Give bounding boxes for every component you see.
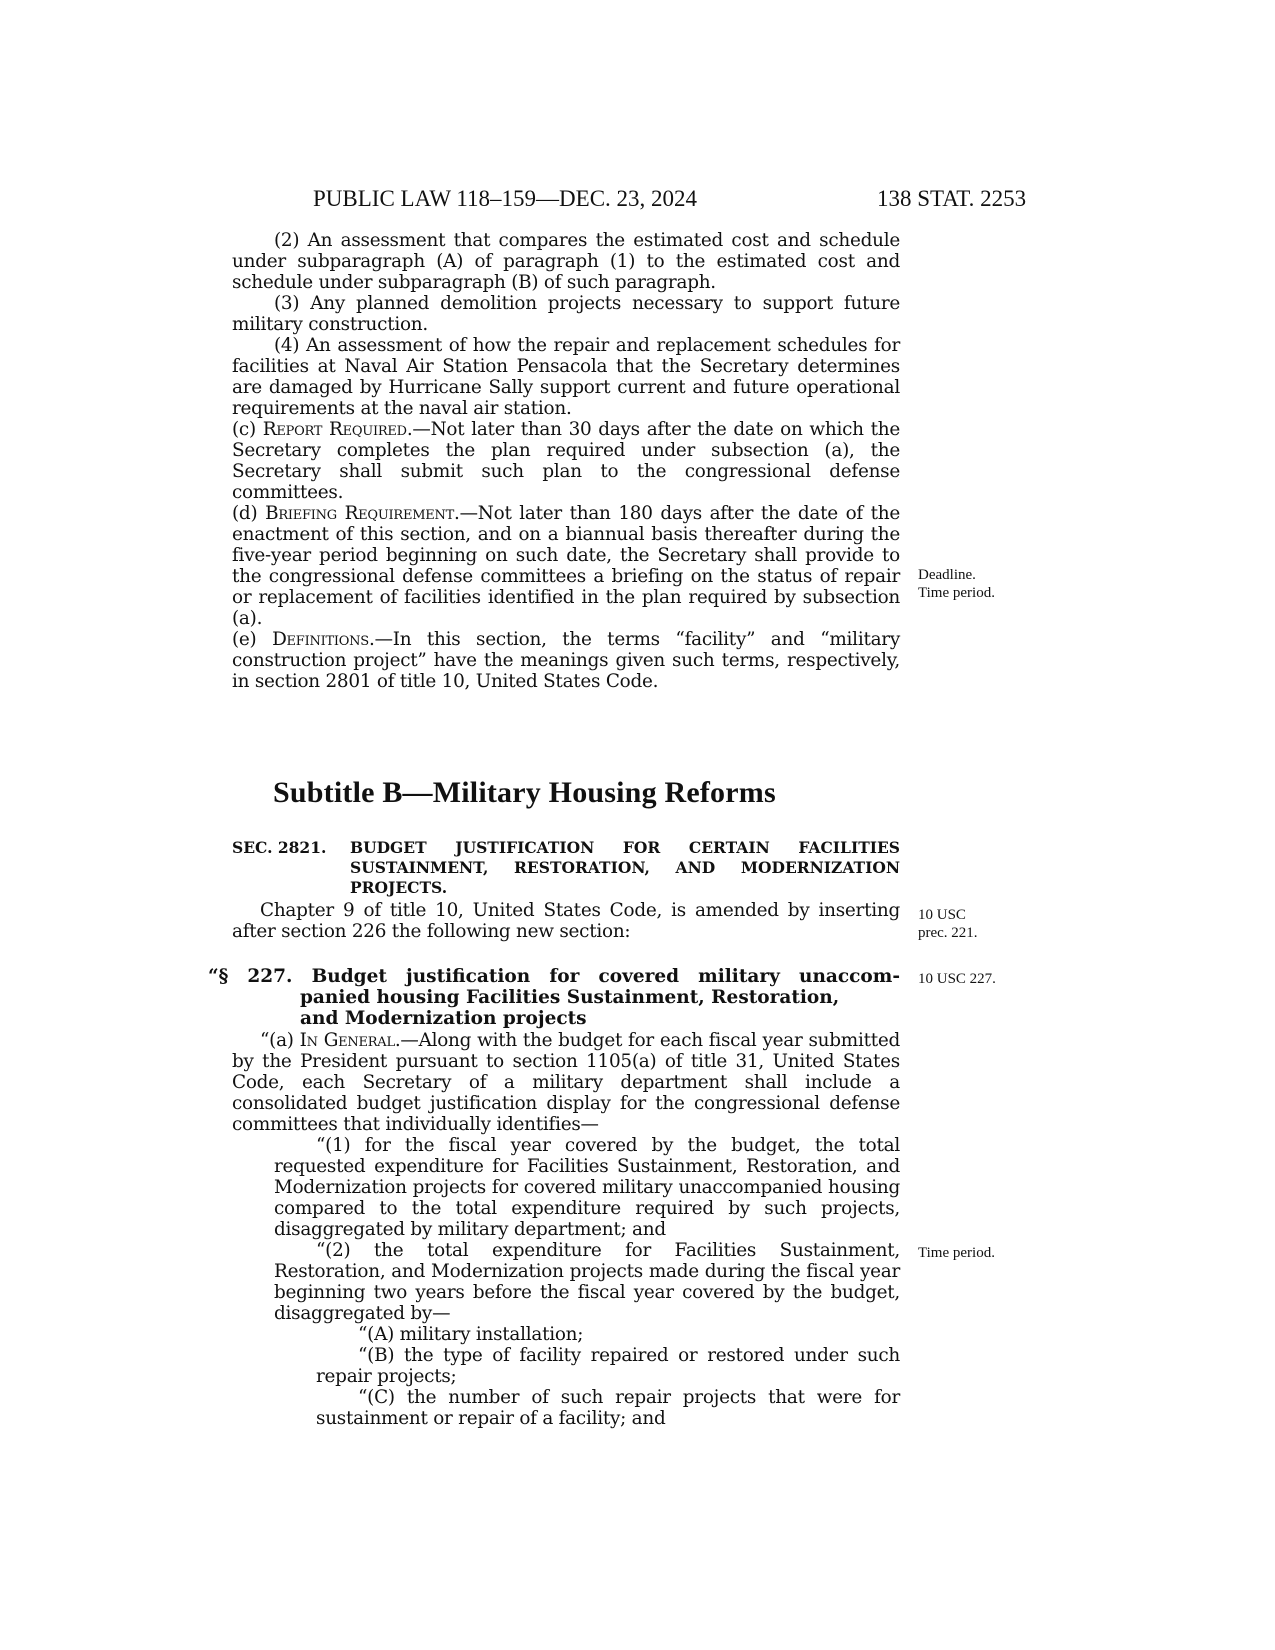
section-title-line-2: SUSTAINMENT, RESTORATION, AND MODERNIZATION: [350, 858, 900, 877]
margin-note-deadline: Deadline. Time period.: [918, 567, 995, 601]
subsection-c-heading: Report Required: [262, 419, 407, 440]
paragraph-3: (3) Any planned demolition projects necessary to support future military construction.: [232, 293, 900, 335]
subsection-d: (d) Briefing Requirement.—Not later than 180 days after the date of the enactment of this section, and on a biannual basis thereafter during the five-year period beginning on such date, the Secretary shall provide to the congressional defense committees a briefing on the status of repair or replacement of facilities identified in the plan required by subsection (a).: [232, 503, 900, 629]
section-227-title-line-3: and Modernization projects: [300, 1008, 587, 1029]
section-2821-heading: [232, 838, 900, 898]
section-number: SEC. 2821.: [232, 838, 327, 857]
section-2821-text: Chapter 9 of title 10, United States Code, is amended by inserting after section 226 the following new section:: [232, 900, 900, 942]
section-title-line-3: PROJECTS.: [350, 878, 448, 897]
subsection-e: (e) Definitions.—In this section, the terms “facility” and “military construction project” have the meanings given such terms, respectively, in section 2801 of title 10, United States Code.: [232, 629, 900, 692]
section-title-line-1: BUDGET JUSTIFICATION FOR CERTAIN FACILITIES: [350, 838, 900, 857]
subsection-e-heading: Definitions: [272, 629, 369, 650]
margin-note-time-period: Time period.: [918, 1245, 995, 1261]
paragraph-227-2: “(2) the total expenditure for Facilities Sustainment, Restoration, and Modernization projects made during the fiscal year beginning two years before the fiscal year covered by the budget, disaggregated by—: [274, 1240, 900, 1324]
margin-note-usc-prec: 10 USC prec. 221.: [918, 907, 978, 941]
subsection-c: (c) Report Required.—Not later than 30 days after the date on which the Secretary completes the plan required under subsection (a), the Secretary shall submit such plan to the congressional defense committees.: [232, 419, 900, 503]
section-continuation: [232, 230, 900, 692]
subparagraph-A: “(A) military installation;: [358, 1324, 584, 1345]
subsection-a-heading: In General: [299, 1030, 395, 1051]
subtitle-heading: Subtitle B—Military Housing Reforms: [273, 776, 776, 809]
subparagraph-C: “(C) the number of such repair projects that were for sustainment or repair of a facility; and: [316, 1387, 900, 1429]
section-227-body: [232, 1030, 900, 1429]
section-227-heading: [208, 966, 900, 1029]
running-head-title: PUBLIC LAW 118–159—DEC. 23, 2024: [313, 186, 698, 211]
running-head-stat-page: 138 STAT. 2253: [877, 186, 1027, 211]
section-227-title-line-1: “§ 227. Budget justification for covered military unaccom-: [208, 966, 900, 987]
subsection-a: “(a) In General.—Along with the budget for each fiscal year submitted by the President pursuant to section 1105(a) of title 31, United States Code, each Secretary of a military department shall include a consolidated budget justification display for the congressional defense committees that individually identifies—: [232, 1030, 901, 1135]
subsection-d-heading: Briefing Requirement: [265, 503, 455, 524]
subparagraph-B: “(B) the type of facility repaired or restored under such repair projects;: [316, 1345, 900, 1387]
section-227-title-line-2: panied housing Facilities Sustainment, Restoration,: [300, 987, 840, 1008]
paragraph-227-1: “(1) for the fiscal year covered by the budget, the total requested expenditure for Facilities Sustainment, Restoration, and Modernization projects for covered military unaccompanied housing compared to the total expenditure required by such projects, disaggregated by military department; and: [274, 1135, 900, 1240]
paragraph-2: (2) An assessment that compares the estimated cost and schedule under subparagraph (A) of paragraph (1) to the estimated cost and schedule under subparagraph (B) of such paragraph.: [232, 230, 900, 293]
margin-note-usc-227: 10 USC 227.: [918, 971, 996, 987]
paragraph-4: (4) An assessment of how the repair and replacement schedules for facilities at Naval Air Station Pensacola that the Secretary determines are damaged by Hurricane Sally support current and future operational requirements at the naval air station.: [232, 335, 900, 419]
